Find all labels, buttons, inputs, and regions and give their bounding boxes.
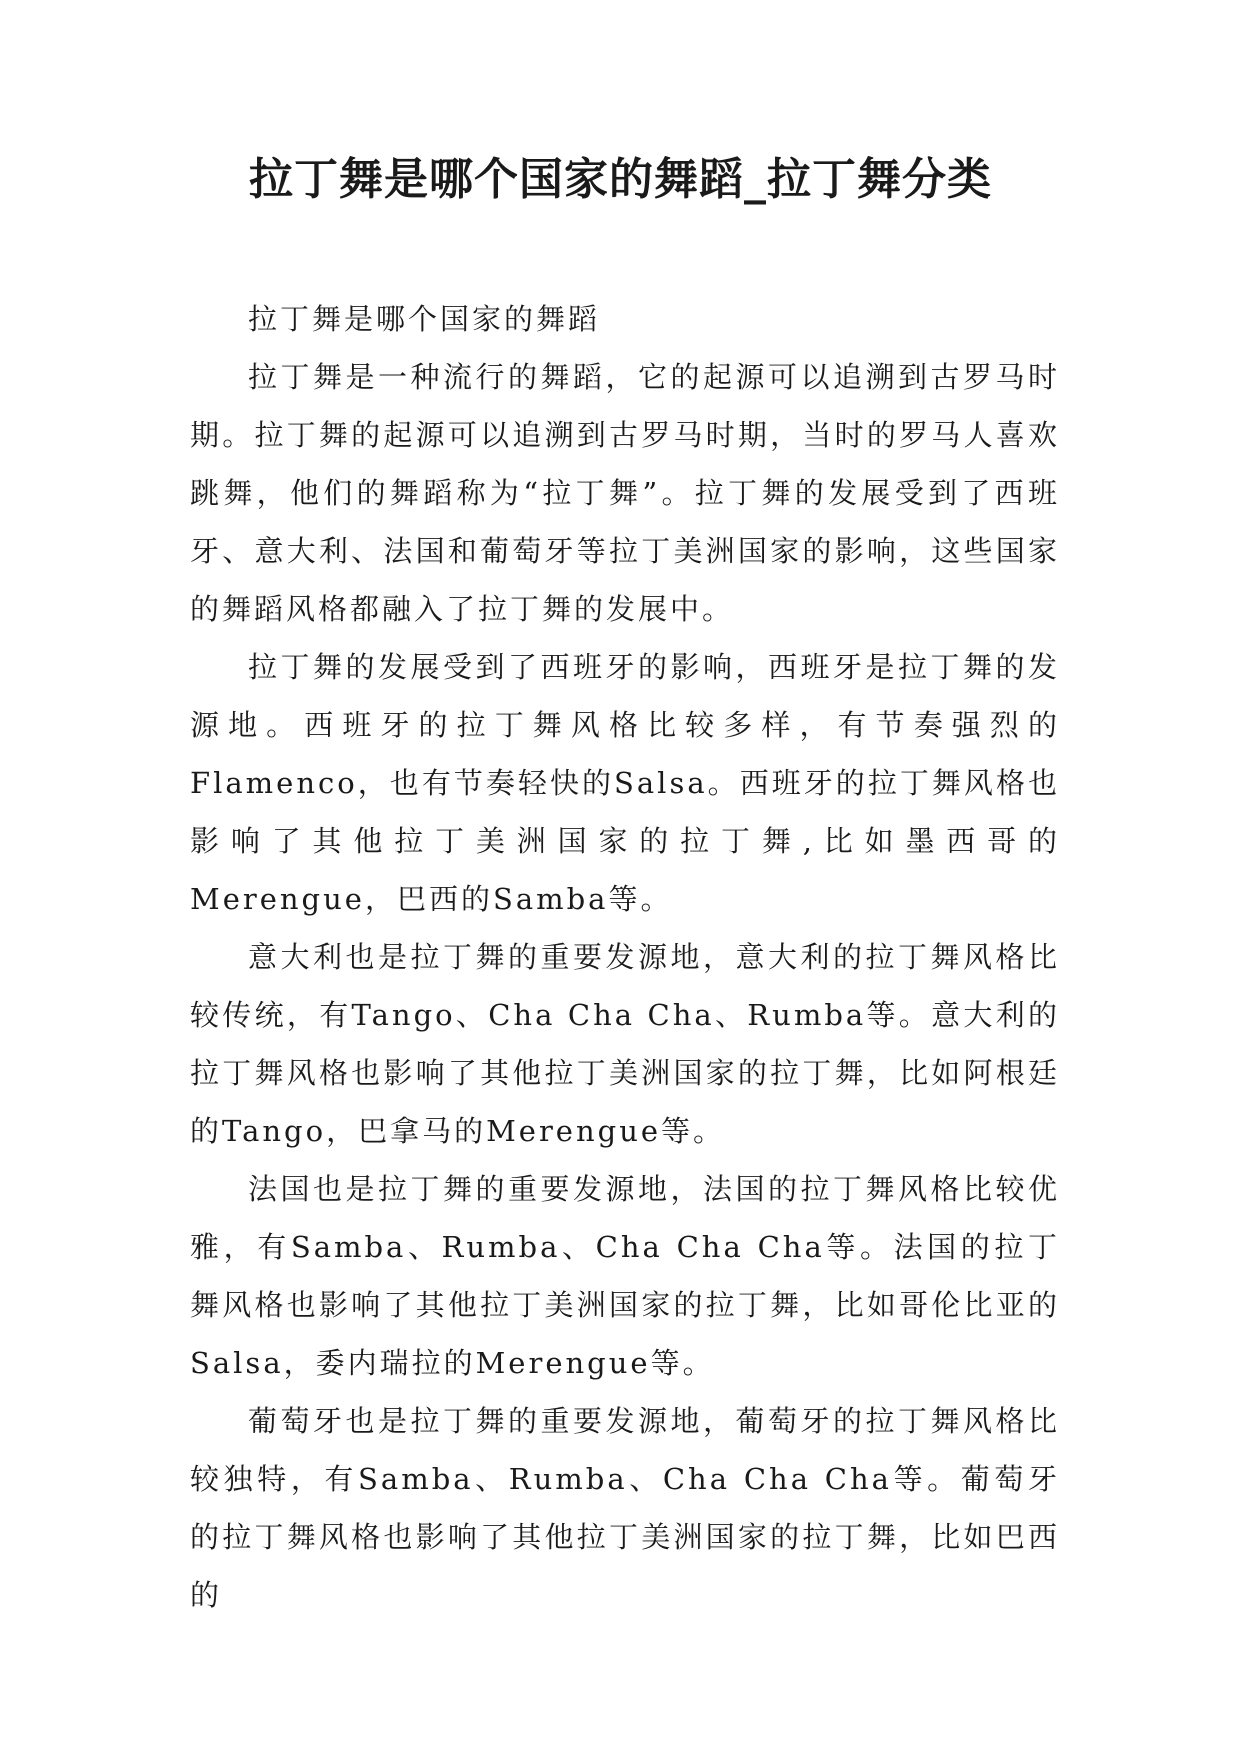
paragraph: 意大利也是拉丁舞的重要发源地，意大利的拉丁舞风格比较传统，有Tango、Cha Cha Cha、Rumba等。意大利的拉丁舞风格也影响了其他拉丁美洲国家的拉丁舞，比如阿根廷的Tango，巴拿马的Merengue等。 xyxy=(190,940,1060,1148)
paragraph: 拉丁舞是一种流行的舞蹈，它的起源可以追溯到古罗马时期。拉丁舞的起源可以追溯到古罗马时期，当时的罗马人喜欢跳舞，他们的舞蹈称为“拉丁舞”。拉丁舞的发展受到了西班牙、意大利、法国和葡萄牙等拉丁美洲国家的影响，这些国家的舞蹈风格都融入了拉丁舞的发展中。 xyxy=(190,360,1060,626)
paragraph: 葡萄牙也是拉丁舞的重要发源地，葡萄牙的拉丁舞风格比较独特，有Samba、Rumba、Cha Cha Cha等。葡萄牙的拉丁舞风格也影响了其他拉丁美洲国家的拉丁舞，比如巴西的 xyxy=(190,1404,1060,1612)
paragraph: 法国也是拉丁舞的重要发源地，法国的拉丁舞风格比较优雅，有Samba、Rumba、Cha Cha Cha等。法国的拉丁舞风格也影响了其他拉丁美洲国家的拉丁舞，比如哥伦比亚的Salsa，委内瑞拉的Merengue等。 xyxy=(190,1172,1060,1380)
paragraph: 拉丁舞的发展受到了西班牙的影响，西班牙是拉丁舞的发源地。西班牙的拉丁舞风格比较多样，有节奏强烈的Flamenco，也有节奏轻快的Salsa。西班牙的拉丁舞风格也影响了其他拉丁美洲国家的拉丁舞,比如墨西哥的Merengue，巴西的Samba等。 xyxy=(190,650,1060,916)
document-body xyxy=(190,290,1060,1624)
document-title: 拉丁舞是哪个国家的舞蹈_拉丁舞分类 xyxy=(249,154,992,205)
paragraph: 拉丁舞是哪个国家的舞蹈 xyxy=(248,302,601,336)
